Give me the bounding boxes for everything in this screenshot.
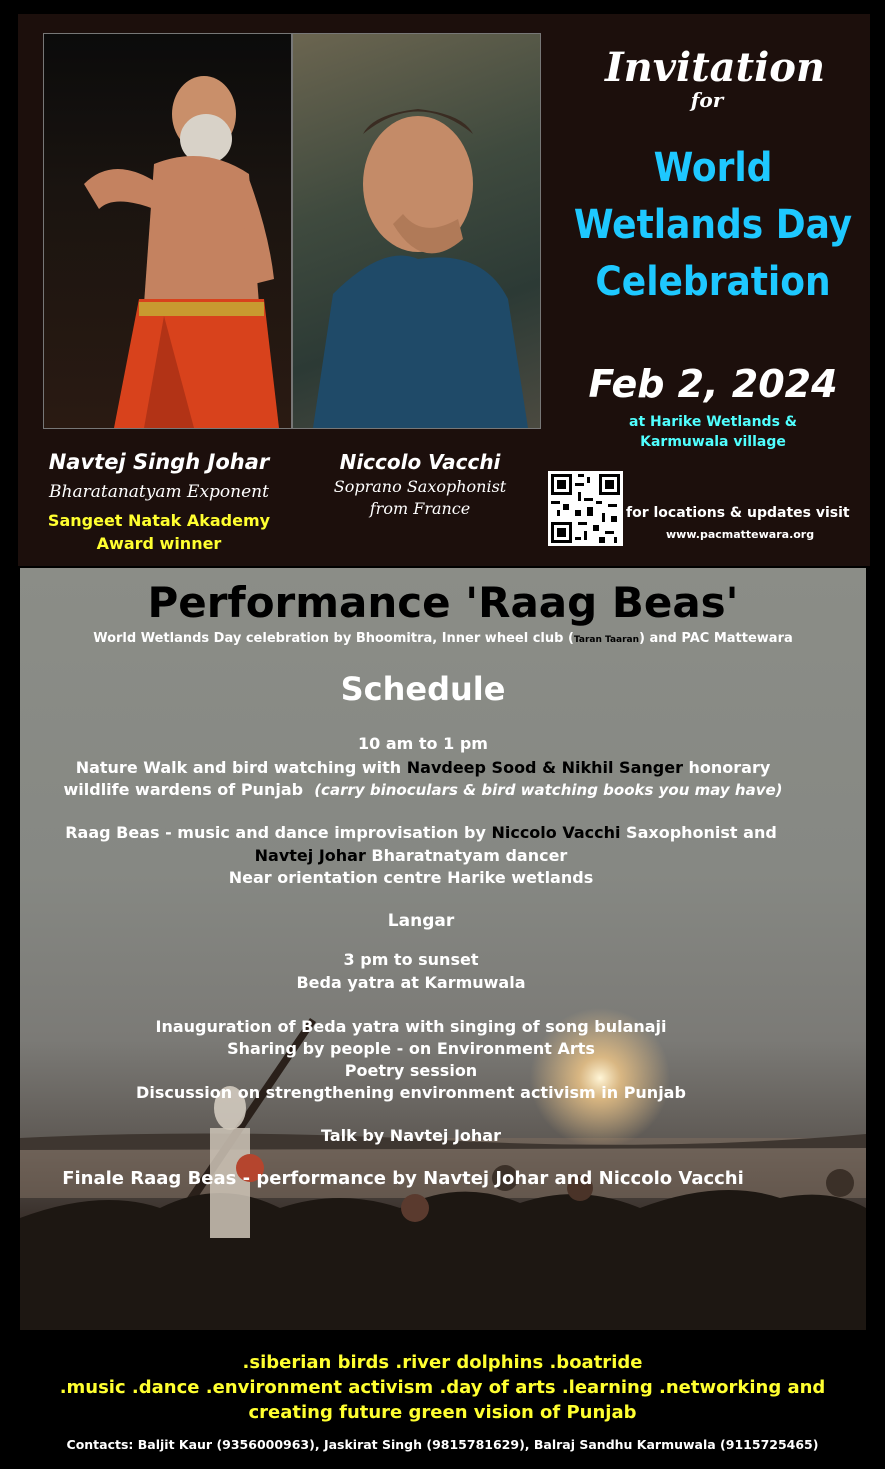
beda-yatra: Beda yatra at Karmuwala [296, 973, 526, 992]
schedule-panel [20, 568, 866, 1330]
subtitle-taran-taaran: Taran Taaran [573, 635, 640, 645]
performance-subtitle [20, 631, 866, 646]
walk-names: Navdeep Sood & Nikhil Sanger [406, 758, 683, 777]
time-morning: 10 am to 1 pm [358, 734, 488, 753]
subtitle-part-a: World Wetlands Day celebration by Bhoomitra, Inner wheel club ( [93, 631, 574, 646]
afternoon-item-4: Discussion on strengthening environment activism in Punjab [136, 1083, 686, 1102]
invitation-for: for [690, 88, 724, 112]
walk-text-b: honorary [682, 758, 771, 777]
footer-line-1: .siberian birds .river dolphins .boatride [242, 1352, 643, 1373]
raag-line2 [20, 846, 834, 865]
title-line-2: Wetlands Day [573, 202, 853, 248]
event-title [556, 140, 870, 311]
qr-code[interactable] [548, 471, 623, 546]
raag-name-niccolo: Niccolo Vacchi [491, 823, 621, 842]
artist1-role: Bharatanatyam Exponent [49, 482, 269, 502]
footer-line-2: .music .dance .environment activism .day of arts .learning .networking and [59, 1377, 826, 1398]
nature-walk-line1 [20, 758, 846, 777]
walk-text-a: Nature Walk and bird watching with [75, 758, 407, 777]
performance-title: Performance 'Raag Beas' [147, 578, 739, 627]
time-afternoon: 3 pm to sunset [343, 950, 479, 969]
dancer-illustration [44, 34, 291, 428]
talk: Talk by Navtej Johar [321, 1126, 501, 1145]
raag-text-a: Raag Beas - music and dance improvisation by [65, 823, 492, 842]
saxophonist-photo [292, 33, 541, 429]
title-line-3: Celebration [595, 259, 831, 305]
artist2-role-2: from France [369, 499, 471, 518]
afternoon-item-3: Poetry session [344, 1061, 478, 1080]
afternoon-item-2: Sharing by people - on Environment Arts [227, 1039, 595, 1058]
artist1-award-2: Award winner [96, 534, 222, 553]
locations-text: for locations & updates visit [626, 505, 850, 521]
artist1-award-1: Sangeet Natak Akademy [47, 511, 271, 530]
walk-note: (carry binoculars & bird watching books you may have) [314, 781, 783, 799]
contacts: Contacts: Baljit Kaur (9356000963), Jaskirat Singh (9815781629), Balraj Sandhu Karmuwala (9115725465) [66, 1437, 819, 1452]
langar: Langar [387, 911, 455, 931]
schedule-heading: Schedule [340, 670, 506, 708]
dancer-photo [43, 33, 292, 429]
artist2-name: Niccolo Vacchi [339, 450, 501, 474]
subtitle-part-b: ) and PAC Mattewara [639, 631, 793, 646]
website-link[interactable]: www.pacmattewara.org [666, 528, 815, 541]
title-line-1: World [653, 145, 773, 191]
artist2-role-1: Soprano Saxophonist [333, 477, 507, 496]
qr-code-icon [548, 471, 623, 546]
raag-text-b: Saxophonist and [620, 823, 777, 842]
artist1-name: Navtej Singh Johar [48, 450, 270, 474]
event-date: Feb 2, 2024 [588, 362, 838, 406]
walk-line2: wildlife wardens of Punjab [63, 780, 304, 799]
finale: Finale Raag Beas - performance by Navtej Johar and Niccolo Vacchi [62, 1168, 744, 1189]
nature-walk-line2 [20, 780, 846, 799]
venue-line-1: at Harike Wetlands & [629, 414, 797, 430]
afternoon-item-1: Inauguration of Beda yatra with singing of song bulanaji [155, 1017, 667, 1036]
saxophonist-illustration [293, 34, 540, 428]
raag-text-c: Bharatnatyam dancer [365, 846, 568, 865]
raag-name-navtej: Navtej Johar [254, 846, 366, 865]
event-venue [560, 412, 866, 452]
raag-line1 [20, 823, 844, 842]
raag-line3: Near orientation centre Harike wetlands [228, 868, 594, 887]
venue-line-2: Karmuwala village [640, 434, 786, 450]
invitation-heading: Invitation [604, 44, 826, 91]
footer-line-3: creating future green vision of Punjab [248, 1402, 637, 1423]
